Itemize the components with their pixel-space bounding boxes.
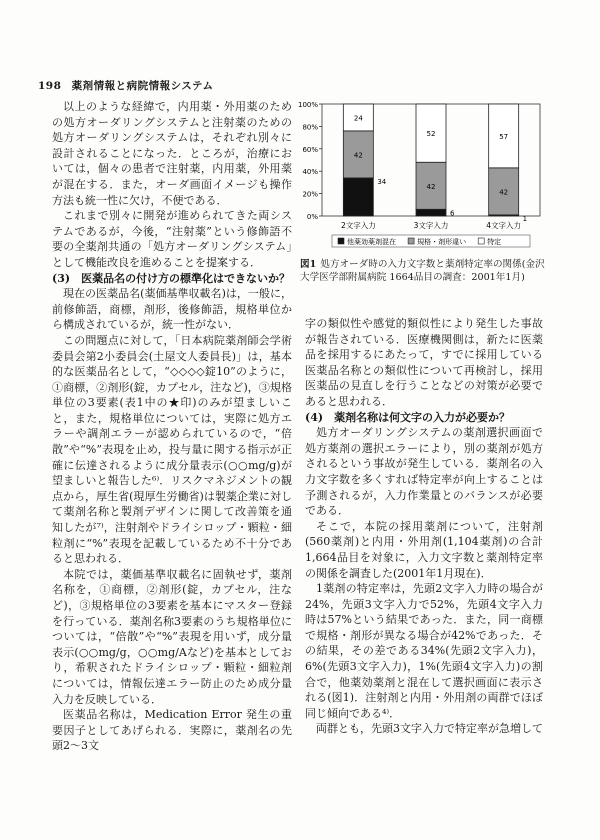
paragraph: 両群とも，先頭3文字入力で特定率が急増して <box>316 722 543 736</box>
y-tick-label: 20% <box>302 190 318 199</box>
paragraph: 1薬剤の特定率は，先頭2文字入力時の場合が24%，先頭3文字入力で52%，先頭4文字入力時は57%という結果であった．また，同一商標で規格・剤形が異なる場合が42%であった．その結果，その差である34%(先頭2文字入力)，6%(先頭3文字入力)，1%(先頭4文字入力)の割合で，他薬効薬剤と混在して選択画面に表示される(図1)．注射剤と内用・外用剤の両群でほぼ同じ傾向である⁴⁾． <box>305 582 543 720</box>
bar-segment <box>416 209 446 216</box>
running-title: 薬剤情報と病院情報システム <box>71 80 214 92</box>
legend-label: 他薬効薬剤混在 <box>347 238 396 246</box>
data-label: 6 <box>450 209 455 218</box>
right-column <box>305 316 543 737</box>
legend-swatch <box>338 238 344 244</box>
figure-1 <box>297 96 548 256</box>
legend-swatch <box>408 238 414 244</box>
data-label: 34 <box>377 177 387 186</box>
paragraph: 処方オーダリングシステムの薬剤選択画面で処方薬剤の選択エラーにより，別の薬剤が処方されるという事故が発生している．薬剤名の入力文字数を多くすれば特定率が向上することは予測されるが，入力作業量とのバランスが必要である． <box>305 426 543 518</box>
page-number: 198 <box>38 80 62 92</box>
bar-segment <box>343 178 373 216</box>
y-tick-label: 80% <box>302 123 318 132</box>
figure-label: 図1 <box>300 259 317 270</box>
paragraph: 本院では，薬価基準収載名に固執せず，薬剤名称を，①商標，②剤形(錠，カプセル，注など)，③規格単位の3要素を基本にマスター登録を行っている．薬剤名称3要素のうち規格単位については，“倍散”や“%”表現を用いず，成分量表示(○○mg/g，○○mg/Aなど)を基本としており，希釈されたドライシロップ・顆粒・細粒剤については，情報伝達エラー防止のため成分量入力を反映している． <box>52 567 292 706</box>
data-label: 52 <box>426 130 436 139</box>
figure-caption <box>300 258 546 284</box>
paragraph: 現在の医薬品名(薬価基準収載名)は，一般に，前修飾語，商標，剤形，後修飾語，規格単位から構成されているが，統一性がない． <box>52 287 292 332</box>
data-label: 57 <box>499 132 509 141</box>
legend-label: 規格・剤形違い <box>417 238 467 246</box>
left-column <box>52 99 292 754</box>
section-heading: (4) 薬剤名称は何文字の入力が必要か？ <box>305 410 511 424</box>
x-tick-label: 4文字入力 <box>486 221 522 230</box>
y-tick-label: 60% <box>302 145 318 154</box>
legend-label: 特定 <box>487 238 502 246</box>
paragraph: これまで別々に開発が進められてきた両システムであるが，今後，“注射薬”という修飾語不要の全薬剤共通の「処方オーダリングシステム」として機能改良を進めることを提案する． <box>52 209 292 269</box>
data-label: 24 <box>353 114 363 123</box>
paragraph: 以上のような経緯で，内用薬・外用薬のための処方オーダリングシステムと注射薬のための処方オーダリングシステムは，それぞれ別々に設計されることになった．ところが，治療においては，個々の患者で注射薬，内用薬，外用薬が混在する．また，オーダ画面イメージも操作方法も統一性に欠け，不便である． <box>52 100 292 207</box>
stacked-bar-chart <box>297 96 548 256</box>
paragraph: そこで，本院の採用薬剤について，注射剤(560薬剤)と内用・外用剤(1,104薬剤)の合計1,664品目を対象に，入力文字数と薬剤特定率の関係を調査した(2001年1月現在)． <box>305 519 543 580</box>
running-header <box>38 78 214 93</box>
data-label: 42 <box>353 151 363 160</box>
y-tick-label: 0% <box>306 213 318 221</box>
y-tick-label: 40% <box>302 168 318 177</box>
legend-swatch <box>478 238 484 244</box>
figure-caption-text: 処方オーダ時の入力文字数と薬剤特定率の関係(金沢大学医学部附属病院 1664品目の調査：2001年1月) <box>300 259 545 283</box>
x-tick-label: 2文字入力 <box>340 221 376 230</box>
data-label: 42 <box>426 182 436 191</box>
paragraph: この問題点に対して，「日本病院薬剤師会学術委員会第2小委員会(土屋文人委員長)」は，基本的な医薬品名として，“◇◇◇◇錠10”のように，①商標，②剤形(錠，カプセル，注など)，③規格単位の3要素(表1中の★印)のみが望ましいこと，また，規格単位については，実際に処方エラーや調剤エラーが認められているので，“倍散”や“%”表現を止め，投与量に関する指示が正確に伝達されるように成分量表示(○○mg/g)が望ましいと報告した⁶⁾．リスクマネジメントの観点から，厚生省(現厚生労働省)は製薬企業に対して薬剤名称と製剤デザインに関して改善策を通知したが⁷⁾，注射剤やドライシロップ・顆粒・細粒剤に“%”表現を記載しているため不十分であると思われる． <box>52 333 292 566</box>
paragraph: 医薬品名称は，Medication Error 発生の重要因子としてあげられる．実際に，薬剤名の先頭2～3文 <box>52 708 292 753</box>
y-tick-label: 100% <box>297 101 318 109</box>
x-tick-label: 3文字入力 <box>413 221 449 230</box>
section-heading: (3) 医薬品名の付け方の標準化はできないか？ <box>52 271 291 285</box>
data-label: 1 <box>522 214 528 223</box>
data-label: 42 <box>499 188 509 197</box>
paragraph: 字の類似性や感覚的類似性により発生した事故が報告されている．医療機関側は，新たに医薬品を採用するにあたって，すでに採用している医薬品名称との類似性について再検討し，採用医薬品の見直しを行うことなどの対策が必要であると思われる． <box>305 317 543 408</box>
